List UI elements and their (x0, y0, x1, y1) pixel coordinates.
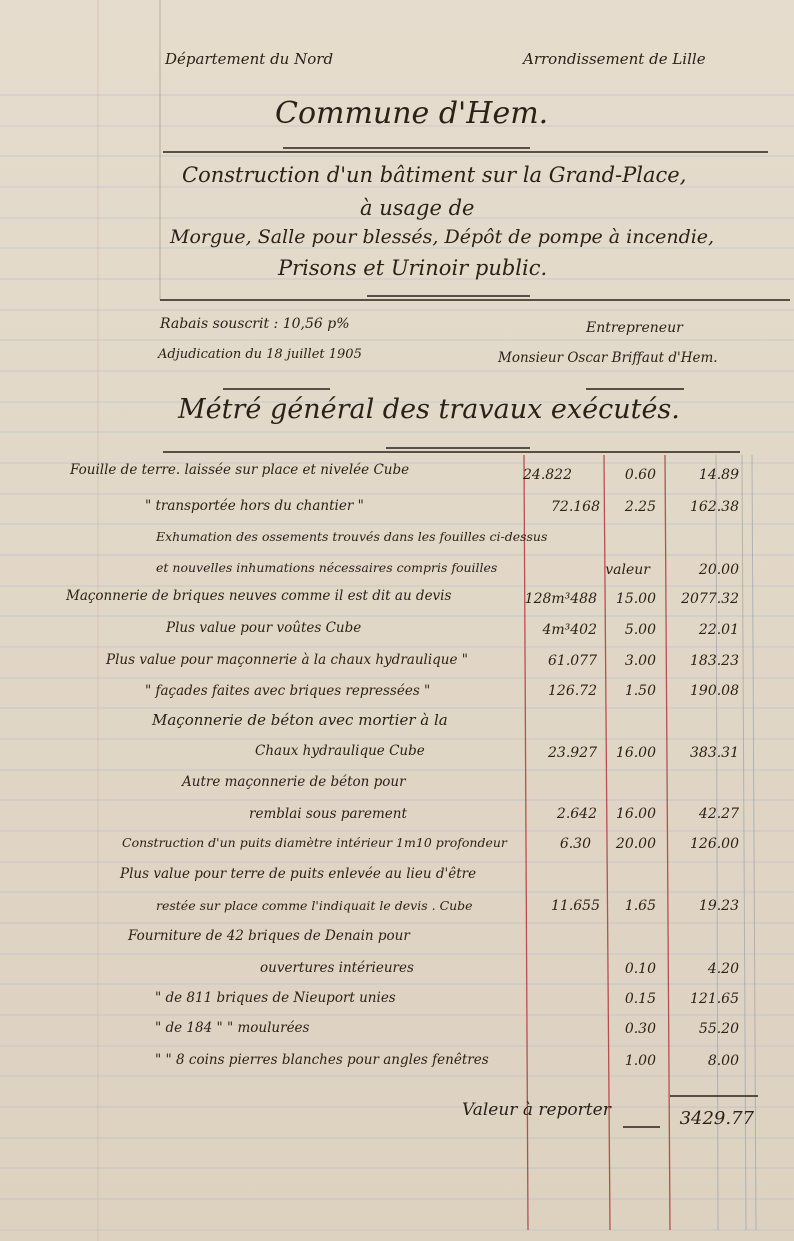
qty-cell: 2.642 (556, 806, 597, 822)
qty-cell: 11.655 (551, 898, 600, 914)
table-row-label: " " 8 coins pierres blanches pour angles fenêtres (155, 1052, 489, 1068)
qty-cell: 126.72 (548, 683, 597, 699)
rabais-text: Rabais souscrit : 10,56 p% (160, 316, 350, 332)
table-row-label: " de 184 " " moulurées (155, 1020, 310, 1036)
table-row-label: Plus value pour terre de puits enlevée au lieu d'être (120, 866, 477, 882)
total-cell: 190.08 (690, 683, 739, 699)
qty-cell: 6.30 (559, 836, 591, 852)
total-cell: 2077.32 (681, 591, 739, 607)
table-row-label: restée sur place comme l'indiquait le devis . Cube (156, 898, 473, 913)
section-title: Métré général des travaux exécutés. (178, 394, 680, 425)
table-row-label: " façades faites avec briques repressées " (145, 683, 431, 699)
carry-forward-total: 3429.77 (679, 1108, 754, 1129)
price-cell: 3.00 (624, 653, 656, 669)
price-cell: valeur (605, 562, 650, 578)
arrondissement-label: Arrondissement de Lille (523, 50, 706, 68)
price-cell: 0.60 (624, 467, 656, 483)
total-cell: 126.00 (690, 836, 739, 852)
price-cell: 20.00 (615, 836, 656, 852)
table-row-label: Autre maçonnerie de béton pour (182, 774, 406, 790)
total-cell: 14.89 (698, 467, 739, 483)
adjudication-text: Adjudication du 18 juillet 1905 (158, 347, 362, 362)
total-cell: 162.38 (690, 499, 739, 515)
table-row-label: Fouille de terre. laissée sur place et nivelée Cube (70, 462, 410, 478)
total-cell: 20.00 (698, 562, 739, 578)
price-cell: 5.00 (624, 622, 656, 638)
total-cell: 42.27 (698, 806, 739, 822)
entrepreneur-label: Entrepreneur (586, 320, 683, 336)
price-cell: 0.30 (624, 1021, 656, 1037)
total-cell: 4.20 (707, 961, 739, 977)
project-line-4: Prisons et Urinoir public. (278, 256, 548, 280)
table-row-label: Chaux hydraulique Cube (255, 743, 425, 759)
table-row-label: " de 811 briques de Nieuport unies (155, 990, 396, 1006)
table-row-label: Plus value pour voûtes Cube (166, 620, 362, 636)
total-cell: 55.20 (698, 1021, 739, 1037)
qty-cell: 61.077 (548, 653, 597, 669)
table-row-label: Maçonnerie de béton avec mortier à la (152, 711, 448, 729)
total-cell: 22.01 (698, 622, 739, 638)
table-row-label: remblai sous parement (249, 806, 407, 822)
qty-cell: 4m³402 (542, 622, 597, 638)
price-cell: 1.65 (624, 898, 656, 914)
table-row-label: " transportée hors du chantier " (145, 498, 364, 514)
table-row-label: Construction d'un puits diamètre intérieur 1m10 profondeur (122, 835, 507, 850)
departement-label: Département du Nord (165, 50, 334, 68)
table-row-label: Plus value pour maçonnerie à la chaux hydraulique " (106, 652, 468, 668)
total-cell: 8.00 (707, 1053, 739, 1069)
project-line-2: à usage de (360, 196, 475, 220)
price-cell: 15.00 (615, 591, 656, 607)
table-row-label: et nouvelles inhumations nécessaires compris fouilles (156, 560, 498, 575)
price-cell: 0.15 (624, 991, 656, 1007)
project-line-3: Morgue, Salle pour blessés, Dépôt de pompe à incendie, (170, 226, 715, 248)
qty-cell: 24.822 (523, 467, 572, 483)
price-cell: 16.00 (615, 745, 656, 761)
entrepreneur-name: Monsieur Oscar Briffaut d'Hem. (498, 350, 718, 366)
price-cell: 1.50 (624, 683, 656, 699)
qty-cell: 128m³488 (524, 591, 597, 607)
commune-title: Commune d'Hem. (275, 96, 549, 131)
table-row-label: Exhumation des ossements trouvés dans les fouilles ci-dessus (156, 529, 548, 544)
total-cell: 19.23 (698, 898, 739, 914)
price-cell: 16.00 (615, 806, 656, 822)
table-row-label: ouvertures intérieures (260, 960, 414, 976)
total-cell: 121.65 (690, 991, 739, 1007)
qty-cell: 72.168 (551, 499, 600, 515)
carry-forward-label: Valeur à reporter (462, 1100, 611, 1120)
table-row-label: Maçonnerie de briques neuves comme il est dit au devis (66, 588, 452, 604)
qty-cell: 23.927 (548, 745, 597, 761)
total-cell: 383.31 (690, 745, 739, 761)
total-cell: 183.23 (690, 653, 739, 669)
project-line-1: Construction d'un bâtiment sur la Grand-Place, (182, 163, 687, 187)
price-cell: 2.25 (624, 499, 656, 515)
price-cell: 1.00 (624, 1053, 656, 1069)
table-row-label: Fourniture de 42 briques de Denain pour (128, 928, 410, 944)
price-cell: 0.10 (624, 961, 656, 977)
